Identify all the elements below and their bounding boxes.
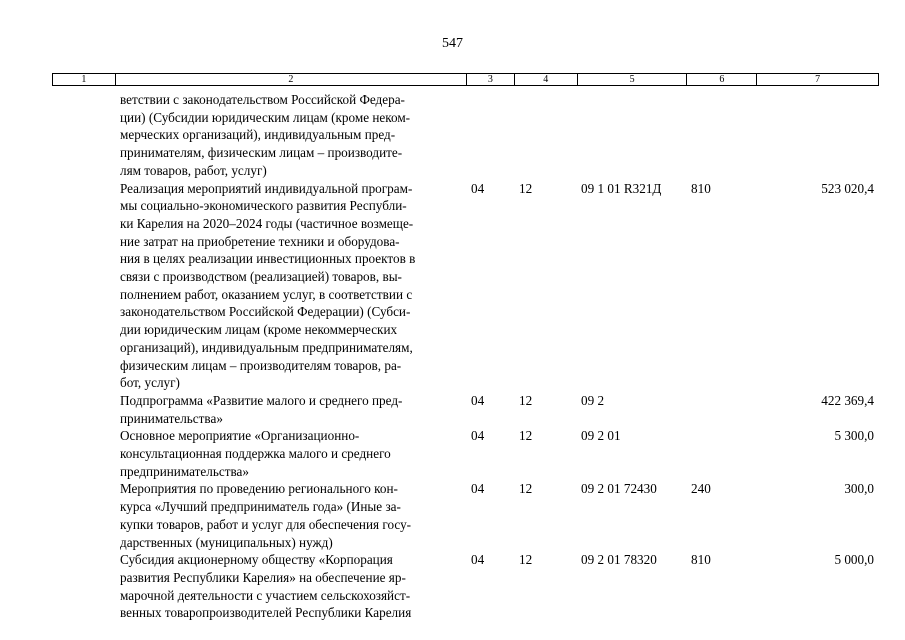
page-number: 547 xyxy=(442,36,463,51)
row-section: 04 xyxy=(471,392,485,408)
table-row xyxy=(0,180,905,392)
row-expense-type: 810 xyxy=(691,180,711,196)
row-subsection: 12 xyxy=(519,180,533,196)
row-expense-type: 810 xyxy=(691,552,711,568)
row-amount: 5 300,0 xyxy=(834,428,874,444)
row-target-code: 09 2 01 72430 xyxy=(581,481,657,497)
row-amount: 523 020,4 xyxy=(821,180,874,196)
row-section: 04 xyxy=(471,428,485,444)
table-row xyxy=(0,392,905,427)
row-subsection: 12 xyxy=(519,481,533,497)
row-description: Подпрограмма «Развитие малого и среднего пред- принимательства» xyxy=(120,392,403,426)
table-header xyxy=(52,73,879,86)
row-subsection: 12 xyxy=(519,392,533,408)
header-col-2: 2 xyxy=(116,74,467,85)
row-description: ветствии с законодательством Российской Федера- ции) (Субсидии юридическим лицам (кроме неком- мерческих организаций), индивидуальным пред- принимателям, физическим лицам – производите- лям товаров, работ, услуг) xyxy=(120,92,411,178)
header-col-5: 5 xyxy=(578,74,688,85)
table-row xyxy=(0,480,905,551)
table-row xyxy=(0,427,905,480)
row-section: 04 xyxy=(471,552,485,568)
row-description: Субсидия акционерному обществу «Корпорация развития Республики Карелия» на обеспечение яр- марочной деятельности с участием сельскохозяйст- венных товаропроизводителей Республики Карелия xyxy=(120,552,412,621)
row-section: 04 xyxy=(471,481,485,497)
row-target-code: 09 2 01 xyxy=(581,428,621,444)
row-amount: 300,0 xyxy=(844,481,874,497)
row-section: 04 xyxy=(471,180,485,196)
table-row xyxy=(0,551,905,622)
header-col-3: 3 xyxy=(467,74,515,85)
row-amount: 422 369,4 xyxy=(821,392,874,408)
header-col-7: 7 xyxy=(815,74,821,85)
row-target-code: 09 2 xyxy=(581,392,605,408)
table-body xyxy=(0,91,905,622)
row-expense-type: 240 xyxy=(691,481,711,497)
header-col-6: 6 xyxy=(687,74,757,85)
row-subsection: 12 xyxy=(519,552,533,568)
row-description: Реализация мероприятий индивидуальной програм- мы социально-экономического развития Республи- ки Карелия на 2020–2024 годы (частичное возмеще- ние затрат на приобретение техники и оборудова- ния в целях реализации инвестиционных проектов в связи с производством (реализацией) товаров, вы- полнением работ, оказанием услуг, в соответствии с законодательством Российской Федерации) (Субси- дии юридическим лицам (кроме некоммерческих организаций), индивидуальным предпринимателям, физическим лицам – производителям товаров, ра- бот, услуг) xyxy=(120,180,416,391)
header-col-4: 4 xyxy=(515,74,578,85)
row-description: Мероприятия по проведению регионального кон- курса «Лучший предприниматель года» (Иные за- купки товаров, работ и услуг для обеспечения госу- дарственных (муниципальных) нужд) xyxy=(120,481,412,550)
row-target-code: 09 2 01 78320 xyxy=(581,552,657,568)
row-amount: 5 000,0 xyxy=(834,552,874,568)
header-col-1: 1 xyxy=(53,74,116,85)
table-row xyxy=(0,91,905,180)
row-description: Основное мероприятие «Организационно- консультационная поддержка малого и среднего предпринимательства» xyxy=(120,428,391,479)
row-subsection: 12 xyxy=(519,428,533,444)
row-target-code: 09 1 01 R321Д xyxy=(581,180,662,196)
